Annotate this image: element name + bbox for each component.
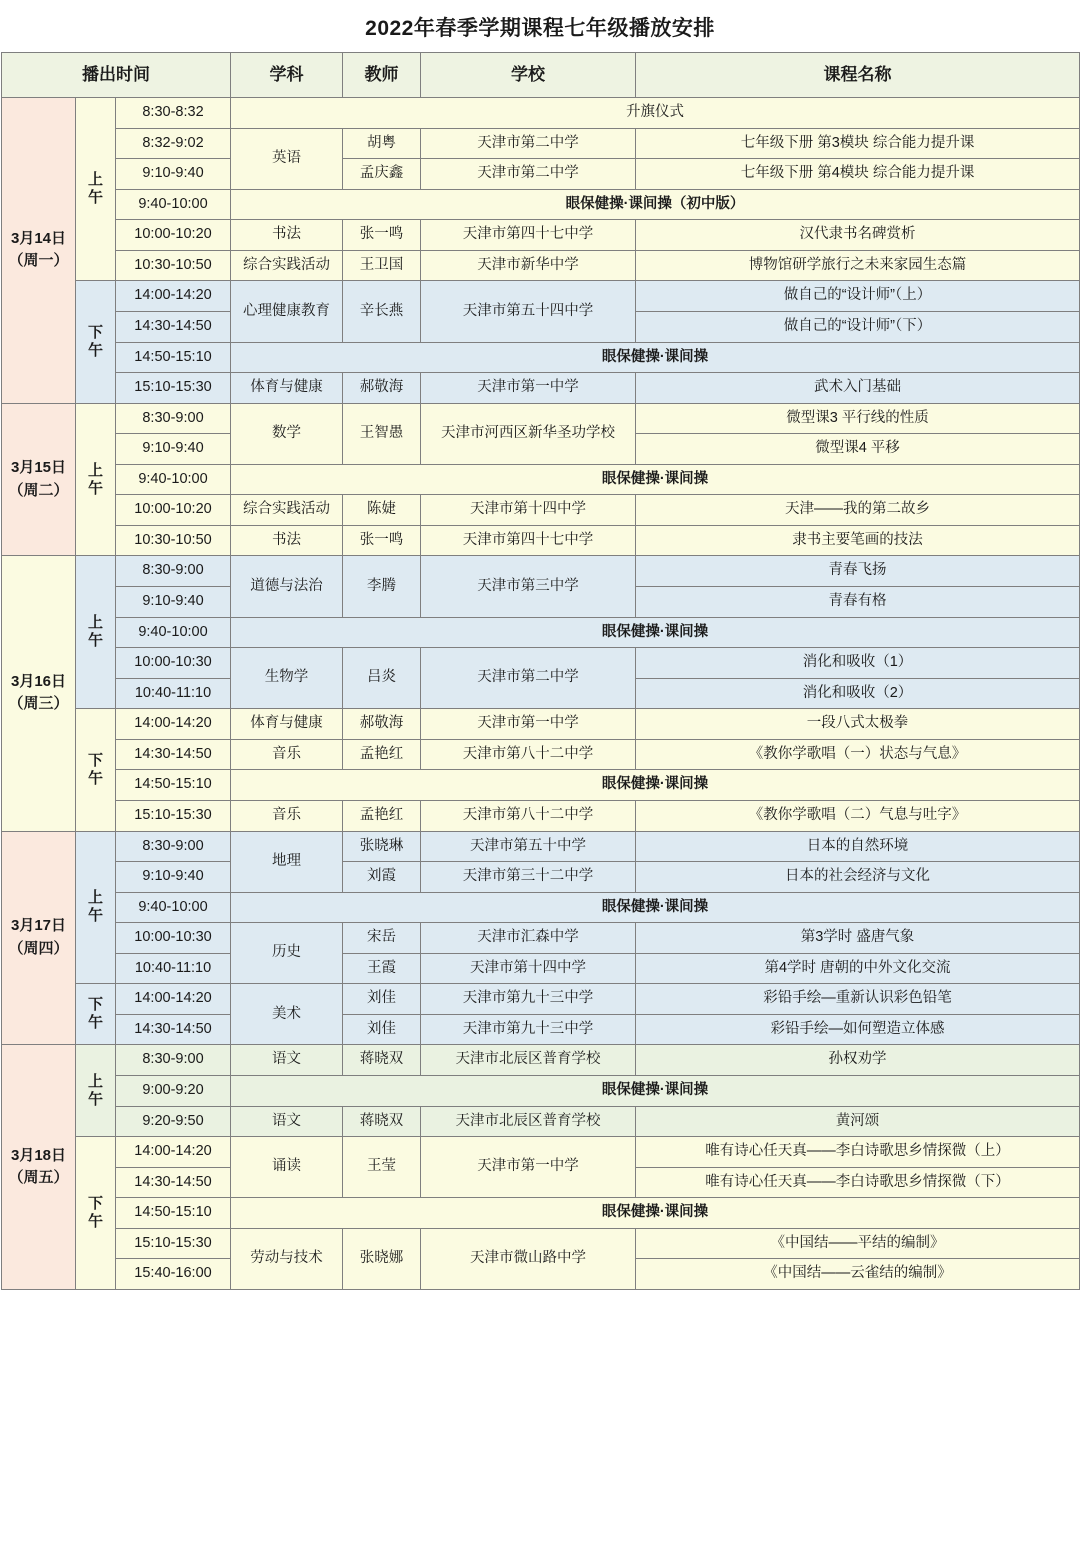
subject-cell: 音乐 xyxy=(231,800,343,831)
day-date: 3月15日 xyxy=(10,459,67,477)
subject-cell: 生物学 xyxy=(231,648,343,709)
school-cell: 天津市第九十三中学 xyxy=(421,984,636,1015)
half-day-cell: 下 午 xyxy=(76,709,116,831)
time-cell: 10:00-10:20 xyxy=(116,495,231,526)
teacher-cell: 王智愚 xyxy=(343,403,421,464)
announcement-cell: 眼保健操·课间操 xyxy=(231,464,1080,495)
time-cell: 9:20-9:50 xyxy=(116,1106,231,1137)
table-row xyxy=(2,739,1080,770)
course-cell: 日本的社会经济与文化 xyxy=(636,862,1080,893)
half-day-cell: 上 午 xyxy=(76,831,116,984)
course-cell: 《中国结——云雀结的编制》 xyxy=(636,1259,1080,1290)
subject-cell: 历史 xyxy=(231,923,343,984)
time-cell: 10:00-10:30 xyxy=(116,648,231,679)
subject-cell: 体育与健康 xyxy=(231,373,343,404)
subject-cell: 英语 xyxy=(231,128,343,189)
course-cell: 《中国结——平结的编制》 xyxy=(636,1228,1080,1259)
school-cell: 天津市微山路中学 xyxy=(421,1228,636,1289)
course-cell: 青春飞扬 xyxy=(636,556,1080,587)
school-cell: 天津市第五十中学 xyxy=(421,831,636,862)
course-cell: 七年级下册 第4模块 综合能力提升课 xyxy=(636,159,1080,190)
teacher-cell: 孟艳红 xyxy=(343,739,421,770)
school-cell: 天津市第三十二中学 xyxy=(421,862,636,893)
table-header xyxy=(2,53,1080,98)
header-row xyxy=(2,53,1080,98)
table-row xyxy=(2,250,1080,281)
subject-cell: 诵读 xyxy=(231,1137,343,1198)
table-row xyxy=(2,1228,1080,1259)
time-cell: 8:30-9:00 xyxy=(116,831,231,862)
school-cell: 天津市第八十二中学 xyxy=(421,800,636,831)
time-cell: 9:40-10:00 xyxy=(116,892,231,923)
subject-cell: 劳动与技术 xyxy=(231,1228,343,1289)
table-row xyxy=(2,373,1080,404)
time-cell: 14:00-14:20 xyxy=(116,1137,231,1168)
time-cell: 9:40-10:00 xyxy=(116,189,231,220)
time-cell: 10:40-11:10 xyxy=(116,678,231,709)
announcement-cell: 眼保健操·课间操 xyxy=(231,1198,1080,1229)
teacher-cell: 张一鸣 xyxy=(343,525,421,556)
time-cell: 14:30-14:50 xyxy=(116,311,231,342)
time-cell: 14:00-14:20 xyxy=(116,709,231,740)
teacher-cell: 王莹 xyxy=(343,1137,421,1198)
half-day-cell: 下 午 xyxy=(76,281,116,403)
school-cell: 天津市第九十三中学 xyxy=(421,1014,636,1045)
table-row xyxy=(2,770,1080,801)
time-cell: 9:10-9:40 xyxy=(116,862,231,893)
course-cell: 彩铅手绘—重新认识彩色铅笔 xyxy=(636,984,1080,1015)
school-cell: 天津市第十四中学 xyxy=(421,953,636,984)
course-cell: 博物馆研学旅行之未来家园生态篇 xyxy=(636,250,1080,281)
day-cell xyxy=(2,831,76,1045)
subject-cell: 综合实践活动 xyxy=(231,495,343,526)
table-row xyxy=(2,98,1080,129)
table-row xyxy=(2,648,1080,679)
day-cell xyxy=(2,403,76,556)
announcement-cell: 眼保健操·课间操 xyxy=(231,892,1080,923)
day-cell xyxy=(2,556,76,831)
course-cell: 彩铅手绘—如何塑造立体感 xyxy=(636,1014,1080,1045)
time-cell: 8:30-9:00 xyxy=(116,1045,231,1076)
table-row xyxy=(2,617,1080,648)
table-row xyxy=(2,984,1080,1015)
course-cell: 汉代隶书名碑赏析 xyxy=(636,220,1080,251)
table-row xyxy=(2,189,1080,220)
table-row xyxy=(2,220,1080,251)
header-course: 课程名称 xyxy=(636,53,1080,98)
course-cell: 黄河颂 xyxy=(636,1106,1080,1137)
subject-cell: 书法 xyxy=(231,220,343,251)
time-cell: 8:30-9:00 xyxy=(116,556,231,587)
subject-cell: 地理 xyxy=(231,831,343,892)
announcement-cell: 升旗仪式 xyxy=(231,98,1080,129)
course-cell: 第4学时 唐朝的中外文化交流 xyxy=(636,953,1080,984)
page-title: 2022年春季学期课程七年级播放安排 xyxy=(365,17,715,40)
announcement-cell: 眼保健操·课间操 xyxy=(231,1076,1080,1107)
time-cell: 14:30-14:50 xyxy=(116,1167,231,1198)
time-cell: 14:50-15:10 xyxy=(116,1198,231,1229)
course-cell: 天津——我的第二故乡 xyxy=(636,495,1080,526)
teacher-cell: 郝敬海 xyxy=(343,373,421,404)
school-cell: 天津市北辰区普育学校 xyxy=(421,1106,636,1137)
subject-cell: 美术 xyxy=(231,984,343,1045)
time-cell: 9:40-10:00 xyxy=(116,617,231,648)
day-week: （周三） xyxy=(8,695,69,713)
school-cell: 天津市第五十四中学 xyxy=(421,281,636,342)
school-cell: 天津市北辰区普育学校 xyxy=(421,1045,636,1076)
teacher-cell: 孟庆鑫 xyxy=(343,159,421,190)
table-row xyxy=(2,1137,1080,1168)
table-row xyxy=(2,831,1080,862)
time-cell: 10:40-11:10 xyxy=(116,953,231,984)
time-cell: 15:10-15:30 xyxy=(116,1228,231,1259)
school-cell: 天津市第一中学 xyxy=(421,373,636,404)
header-time: 播出时间 xyxy=(2,53,231,98)
course-cell: 做自己的“设计师”（下） xyxy=(636,311,1080,342)
day-week: （周一） xyxy=(8,252,69,270)
course-cell: 微型课3 平行线的性质 xyxy=(636,403,1080,434)
time-cell: 8:32-9:02 xyxy=(116,128,231,159)
course-cell: 七年级下册 第3模块 综合能力提升课 xyxy=(636,128,1080,159)
day-week: （周四） xyxy=(8,939,69,957)
table-row xyxy=(2,1198,1080,1229)
school-cell: 天津市第二中学 xyxy=(421,128,636,159)
teacher-cell: 刘佳 xyxy=(343,984,421,1015)
teacher-cell: 张晓娜 xyxy=(343,1228,421,1289)
teacher-cell: 刘佳 xyxy=(343,1014,421,1045)
school-cell: 天津市新华中学 xyxy=(421,250,636,281)
day-week: （周二） xyxy=(8,481,69,499)
course-cell: 《教你学歌唱（二）气息与吐字》 xyxy=(636,800,1080,831)
day-date: 3月16日 xyxy=(10,672,67,690)
announcement-cell: 眼保健操·课间操 xyxy=(231,617,1080,648)
teacher-cell: 辛长燕 xyxy=(343,281,421,342)
day-date: 3月17日 xyxy=(10,917,67,935)
day-cell xyxy=(2,1045,76,1290)
time-cell: 10:00-10:20 xyxy=(116,220,231,251)
day-cell xyxy=(2,98,76,404)
course-cell: 消化和吸收（2） xyxy=(636,678,1080,709)
time-cell: 14:50-15:10 xyxy=(116,342,231,373)
day-week: （周五） xyxy=(8,1169,69,1187)
time-cell: 15:10-15:30 xyxy=(116,800,231,831)
table-row xyxy=(2,1076,1080,1107)
schedule-table xyxy=(1,52,1080,1290)
teacher-cell: 宋岳 xyxy=(343,923,421,954)
table-row xyxy=(2,495,1080,526)
table-row xyxy=(2,709,1080,740)
school-cell: 天津市河西区新华圣功学校 xyxy=(421,403,636,464)
table-row xyxy=(2,159,1080,190)
school-cell: 天津市第二中学 xyxy=(421,648,636,709)
school-cell: 天津市第一中学 xyxy=(421,709,636,740)
table-row xyxy=(2,556,1080,587)
subject-cell: 音乐 xyxy=(231,739,343,770)
subject-cell: 道德与法治 xyxy=(231,556,343,617)
subject-cell: 数学 xyxy=(231,403,343,464)
time-cell: 14:00-14:20 xyxy=(116,984,231,1015)
half-day-cell: 上 午 xyxy=(76,556,116,709)
course-cell: 做自己的“设计师”（上） xyxy=(636,281,1080,312)
subject-cell: 语文 xyxy=(231,1106,343,1137)
table-row xyxy=(2,464,1080,495)
course-cell: 孙权劝学 xyxy=(636,1045,1080,1076)
teacher-cell: 孟艳红 xyxy=(343,800,421,831)
day-date: 3月14日 xyxy=(10,229,67,247)
course-cell: 唯有诗心任天真——李白诗歌思乡情探微（上） xyxy=(636,1137,1080,1168)
school-cell: 天津市第四十七中学 xyxy=(421,220,636,251)
teacher-cell: 李腾 xyxy=(343,556,421,617)
half-day-cell: 下 午 xyxy=(76,984,116,1045)
teacher-cell: 郝敬海 xyxy=(343,709,421,740)
teacher-cell: 吕炎 xyxy=(343,648,421,709)
school-cell: 天津市第十四中学 xyxy=(421,495,636,526)
table-row xyxy=(2,342,1080,373)
teacher-cell: 张一鸣 xyxy=(343,220,421,251)
teacher-cell: 张晓琳 xyxy=(343,831,421,862)
table-row xyxy=(2,953,1080,984)
table-row xyxy=(2,128,1080,159)
teacher-cell: 陈婕 xyxy=(343,495,421,526)
teacher-cell: 刘霞 xyxy=(343,862,421,893)
time-cell: 9:40-10:00 xyxy=(116,464,231,495)
header-school: 学校 xyxy=(421,53,636,98)
school-cell: 天津市第四十七中学 xyxy=(421,525,636,556)
time-cell: 10:30-10:50 xyxy=(116,525,231,556)
course-cell: 青春有格 xyxy=(636,587,1080,618)
time-cell: 14:00-14:20 xyxy=(116,281,231,312)
time-cell: 14:30-14:50 xyxy=(116,739,231,770)
time-cell: 9:10-9:40 xyxy=(116,434,231,465)
teacher-cell: 胡粤 xyxy=(343,128,421,159)
school-cell: 天津市第三中学 xyxy=(421,556,636,617)
teacher-cell: 王卫国 xyxy=(343,250,421,281)
table-row xyxy=(2,862,1080,893)
school-cell: 天津市第八十二中学 xyxy=(421,739,636,770)
time-cell: 9:00-9:20 xyxy=(116,1076,231,1107)
table-row xyxy=(2,1014,1080,1045)
table-row xyxy=(2,923,1080,954)
announcement-cell: 眼保健操·课间操（初中版） xyxy=(231,189,1080,220)
school-cell: 天津市第一中学 xyxy=(421,1137,636,1198)
table-row xyxy=(2,281,1080,312)
course-cell: 武术入门基础 xyxy=(636,373,1080,404)
teacher-cell: 王霞 xyxy=(343,953,421,984)
half-day-cell: 下 午 xyxy=(76,1137,116,1290)
time-cell: 9:10-9:40 xyxy=(116,159,231,190)
time-cell: 9:10-9:40 xyxy=(116,587,231,618)
table-row xyxy=(2,1106,1080,1137)
day-date: 3月18日 xyxy=(10,1146,67,1164)
course-cell: 《教你学歌唱（一）状态与气息》 xyxy=(636,739,1080,770)
announcement-cell: 眼保健操·课间操 xyxy=(231,770,1080,801)
course-cell: 唯有诗心任天真——李白诗歌思乡情探微（下） xyxy=(636,1167,1080,1198)
header-subject: 学科 xyxy=(231,53,343,98)
subject-cell: 书法 xyxy=(231,525,343,556)
teacher-cell: 蒋晓双 xyxy=(343,1106,421,1137)
table-row xyxy=(2,892,1080,923)
course-cell: 隶书主要笔画的技法 xyxy=(636,525,1080,556)
table-body xyxy=(2,98,1080,1290)
school-cell: 天津市汇森中学 xyxy=(421,923,636,954)
half-day-cell: 上 午 xyxy=(76,1045,116,1137)
table-row xyxy=(2,800,1080,831)
subject-cell: 语文 xyxy=(231,1045,343,1076)
subject-cell: 体育与健康 xyxy=(231,709,343,740)
table-row xyxy=(2,403,1080,434)
course-cell: 日本的自然环境 xyxy=(636,831,1080,862)
time-cell: 8:30-9:00 xyxy=(116,403,231,434)
time-cell: 15:10-15:30 xyxy=(116,373,231,404)
header-teacher: 教师 xyxy=(343,53,421,98)
time-cell: 10:30-10:50 xyxy=(116,250,231,281)
announcement-cell: 眼保健操·课间操 xyxy=(231,342,1080,373)
subject-cell: 心理健康教育 xyxy=(231,281,343,342)
course-cell: 消化和吸收（1） xyxy=(636,648,1080,679)
half-day-cell: 上 午 xyxy=(76,98,116,281)
teacher-cell: 蒋晓双 xyxy=(343,1045,421,1076)
school-cell: 天津市第二中学 xyxy=(421,159,636,190)
time-cell: 10:00-10:30 xyxy=(116,923,231,954)
course-cell: 第3学时 盛唐气象 xyxy=(636,923,1080,954)
time-cell: 8:30-8:32 xyxy=(116,98,231,129)
time-cell: 14:30-14:50 xyxy=(116,1014,231,1045)
table-row xyxy=(2,1045,1080,1076)
course-cell: 一段八式太极拳 xyxy=(636,709,1080,740)
time-cell: 15:40-16:00 xyxy=(116,1259,231,1290)
table-row xyxy=(2,525,1080,556)
half-day-cell: 上 午 xyxy=(76,403,116,556)
course-cell: 微型课4 平移 xyxy=(636,434,1080,465)
subject-cell: 综合实践活动 xyxy=(231,250,343,281)
time-cell: 14:50-15:10 xyxy=(116,770,231,801)
